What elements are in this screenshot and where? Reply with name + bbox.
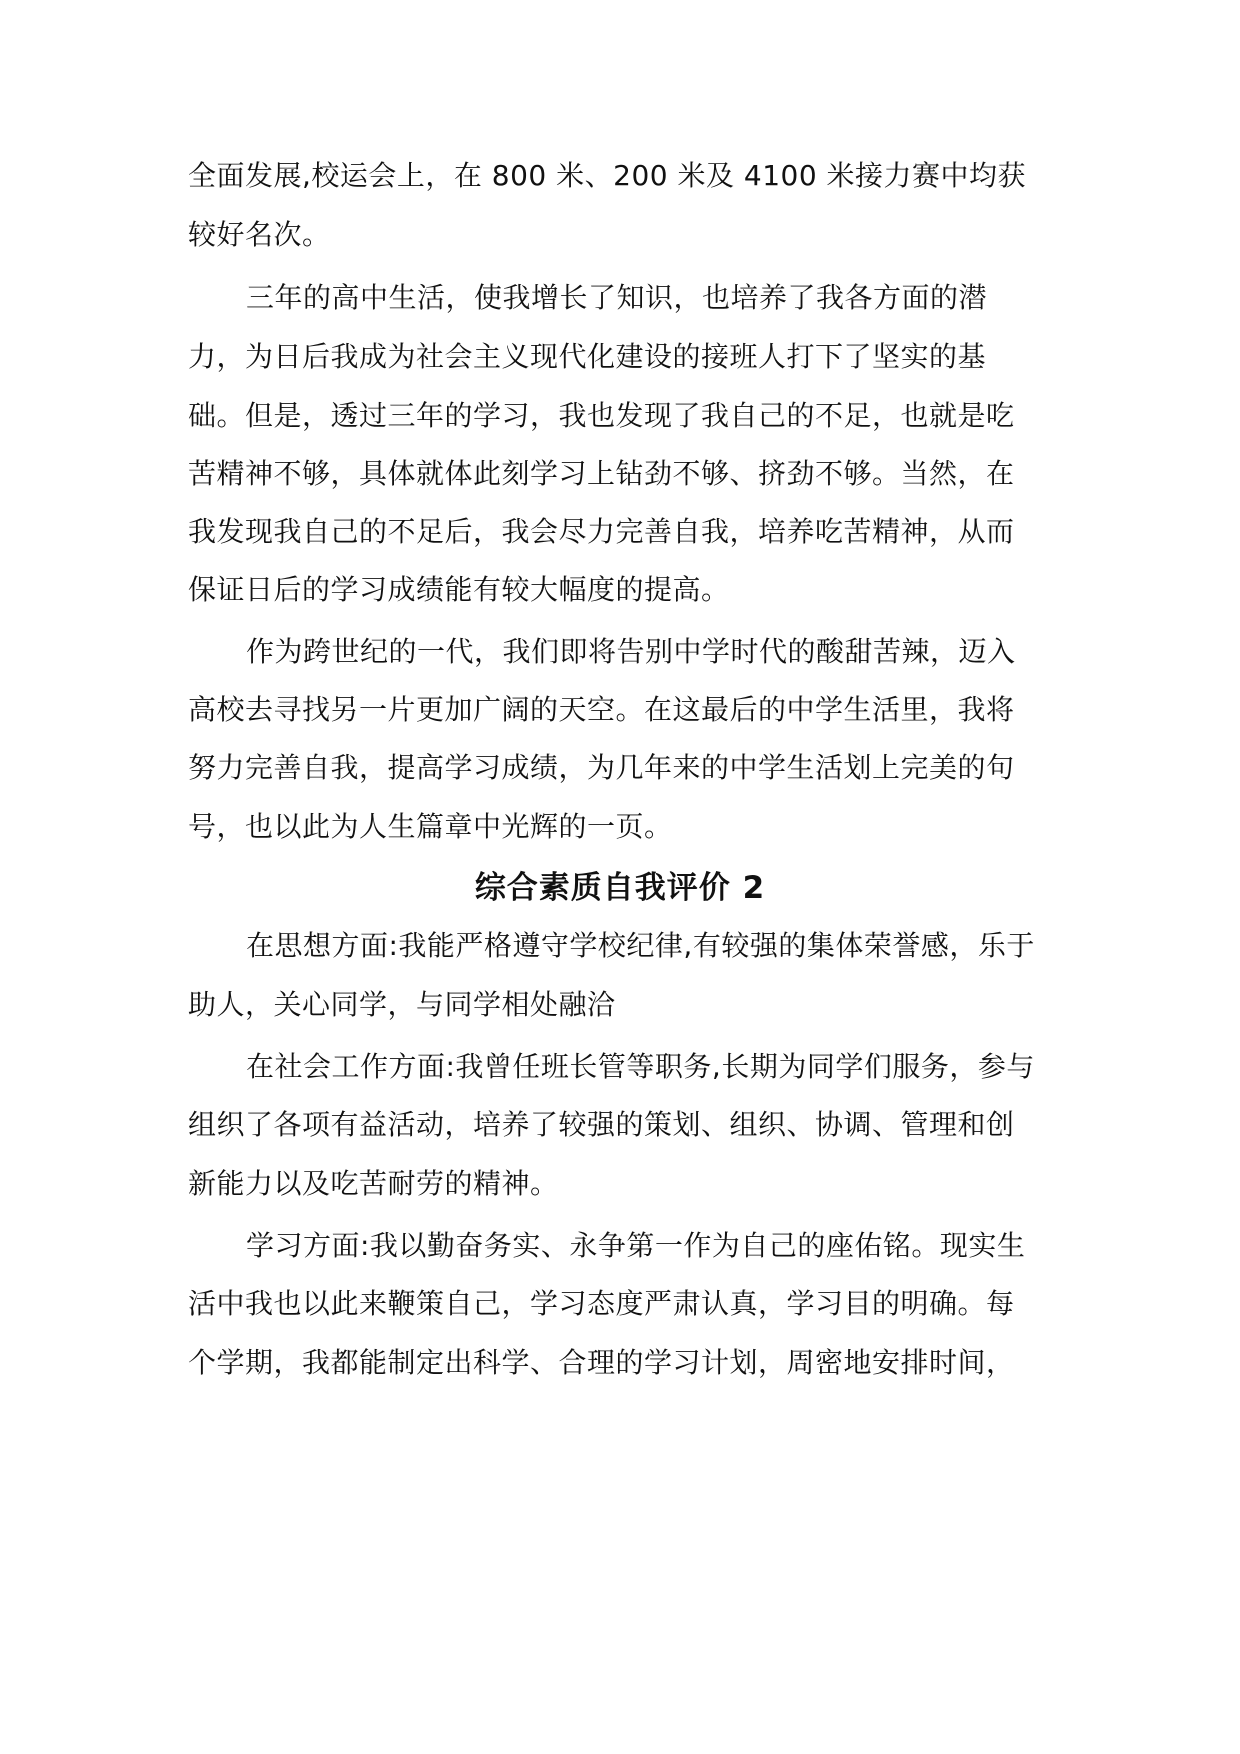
text-line: 高校去寻找另一片更加广阔的天空。在这最后的中学生活里，我将: [188, 693, 1015, 726]
text-line: 助人，关心同学，与同学相处融洽: [188, 988, 616, 1021]
text-line: 新能力以及吃苦耐劳的精神。: [188, 1167, 559, 1200]
text-line: 努力完善自我，提高学习成绩，为几年来的中学生活划上完美的句: [188, 751, 1015, 784]
text-line: 组织了各项有益活动，培养了较强的策划、组织、协调、管理和创: [188, 1108, 1015, 1141]
text-line: 保证日后的学习成绩能有较大幅度的提高。: [188, 573, 730, 606]
text-line: 作为跨世纪的一代，我们即将告别中学时代的酸甜苦辣，迈入: [246, 635, 1016, 668]
section-heading: 综合素质自我评价 2: [474, 870, 766, 906]
text-line: 苦精神不够，具体就体此刻学习上钻劲不够、挤劲不够。当然，在: [188, 457, 1015, 490]
text-line: 号，也以此为人生篇章中光辉的一页。: [188, 810, 673, 843]
text-line: 力，为日后我成为社会主义现代化建设的接班人打下了坚实的基: [188, 340, 987, 373]
text-line: 个学期，我都能制定出科学、合理的学习计划，周密地安排时间，: [188, 1346, 1015, 1379]
text-line: 础。但是，透过三年的学习，我也发现了我自己的不足，也就是吃: [188, 399, 1015, 432]
text-line: 我发现我自己的不足后，我会尽力完善自我，培养吃苦精神，从而: [188, 515, 1015, 548]
text-line: 三年的高中生活，使我增长了知识，也培养了我各方面的潜: [246, 281, 988, 314]
text-line: 在思想方面:我能严格遵守学校纪律,有较强的集体荣誉感，乐于: [246, 929, 1035, 962]
text-line: 较好名次。: [188, 218, 331, 251]
text-line: 活中我也以此来鞭策自己，学习态度严肃认真，学习目的明确。每: [188, 1287, 1015, 1320]
text-line: 在社会工作方面:我曾任班长管等职务,长期为同学们服务，参与: [246, 1050, 1035, 1083]
text-line: 学习方面:我以勤奋务实、永争第一作为自己的座佑铭。现实生: [246, 1229, 1026, 1262]
text-line: 全面发展,校运会上，在 800 米、200 米及 4100 米接力赛中均获: [188, 159, 1027, 192]
